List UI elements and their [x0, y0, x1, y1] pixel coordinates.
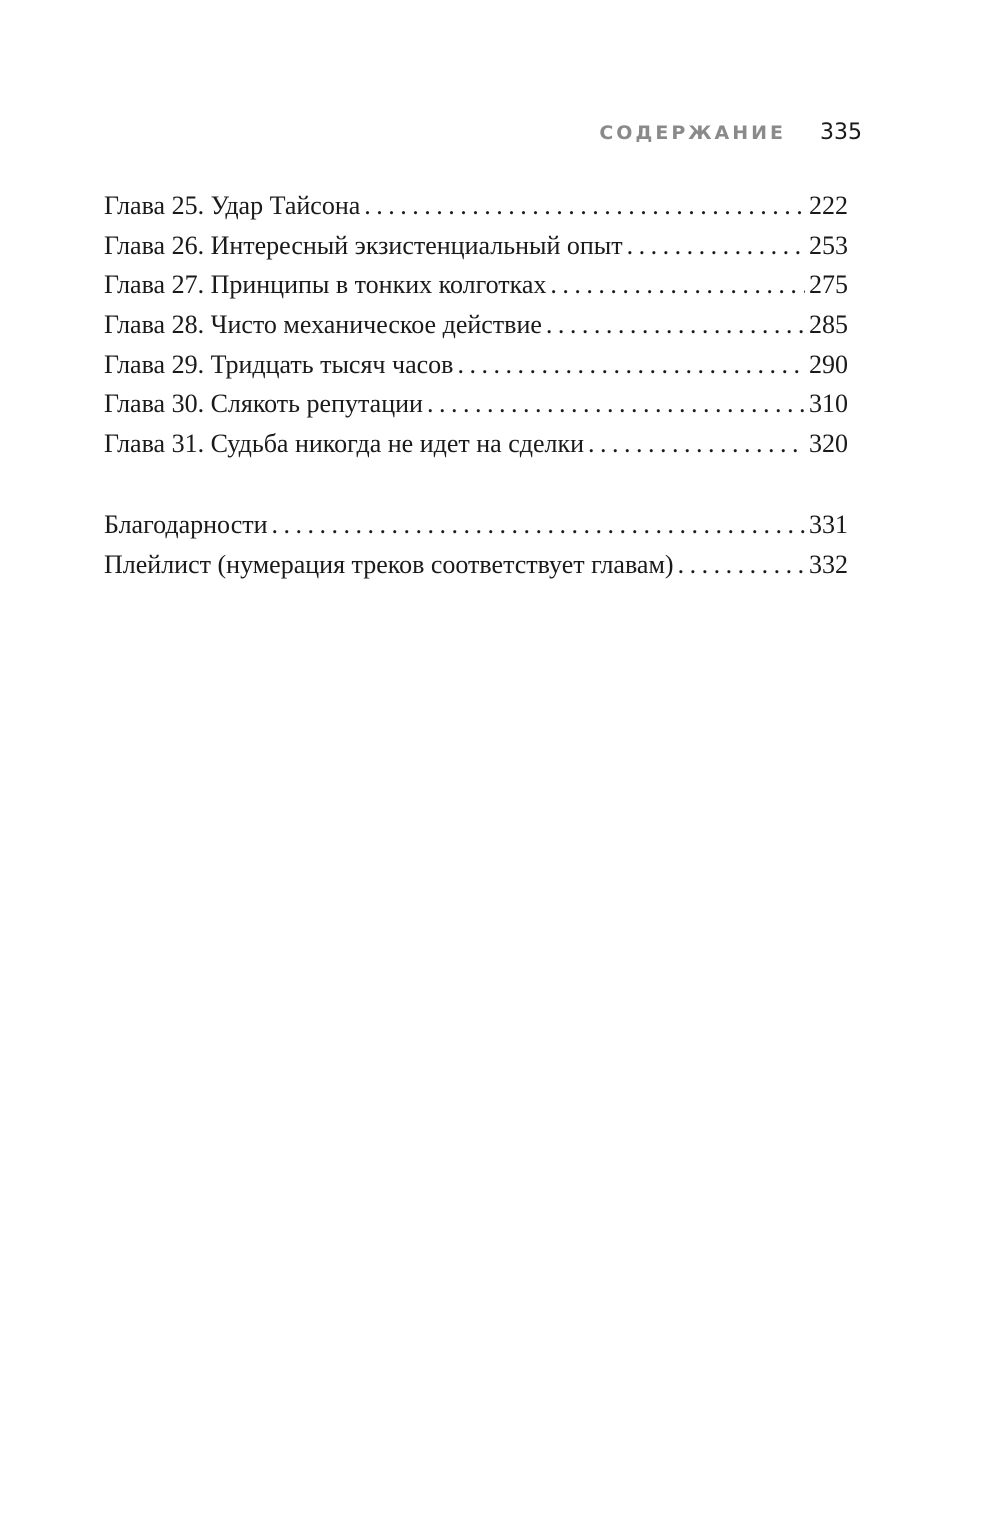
dot-leader	[678, 545, 805, 585]
toc-entry-page: 320	[809, 429, 848, 459]
toc-entry-chapter-27[interactable]	[104, 265, 848, 305]
toc-entry-page: 222	[809, 191, 848, 220]
toc-entry-title: Глава 28. Чисто механическое действие	[104, 310, 542, 340]
toc-entry-title: Глава 26. Интересный экзистенциальный опыт	[104, 230, 623, 260]
toc-entry-page: 285	[809, 310, 848, 340]
toc-entry-title: Глава 29. Тридцать тысяч часов	[104, 349, 454, 379]
dot-leader	[364, 186, 805, 226]
page-number: 335	[820, 120, 862, 145]
toc-entry-title: Глава 31. Судьба никогда не идет на сделки	[104, 429, 585, 459]
toc-backmatter	[104, 505, 848, 584]
running-head	[599, 120, 862, 145]
toc-chapters	[104, 186, 848, 464]
dot-leader	[546, 305, 805, 345]
toc-entry-chapter-30[interactable]	[104, 384, 848, 424]
toc-entry-acknowledgements[interactable]	[104, 505, 848, 545]
toc-entry-page: 332	[809, 549, 848, 579]
dot-leader	[588, 424, 805, 464]
toc-entry-chapter-25[interactable]	[104, 186, 848, 226]
toc-entry-title: Благодарности	[104, 510, 268, 539]
dot-leader	[550, 265, 805, 305]
toc-entry-chapter-31[interactable]	[104, 424, 848, 464]
toc-entry-title: Плейлист (нумерация треков соответствует главам)	[104, 549, 674, 579]
dot-leader	[627, 226, 805, 266]
toc-entry-page: 331	[809, 510, 848, 539]
toc-entry-chapter-28[interactable]	[104, 305, 848, 345]
toc-entry-chapter-29[interactable]	[104, 345, 848, 385]
toc-entry-title: Глава 27. Принципы в тонких колготках	[104, 270, 547, 300]
toc-entry-title: Глава 30. Слякоть репутации	[104, 389, 423, 419]
toc-entry-page: 290	[809, 349, 848, 379]
toc-entry-title: Глава 25. Удар Тайсона	[104, 191, 361, 220]
toc-entry-page: 275	[809, 270, 848, 300]
dot-leader	[457, 345, 805, 385]
toc-entry-playlist[interactable]	[104, 545, 848, 585]
section-title: СОДЕРЖАНИЕ	[599, 122, 786, 144]
toc-entry-page: 253	[809, 230, 848, 260]
toc-entry-chapter-26[interactable]	[104, 226, 848, 266]
toc-entry-page: 310	[809, 389, 848, 419]
dot-leader	[427, 384, 805, 424]
dot-leader	[272, 505, 805, 545]
